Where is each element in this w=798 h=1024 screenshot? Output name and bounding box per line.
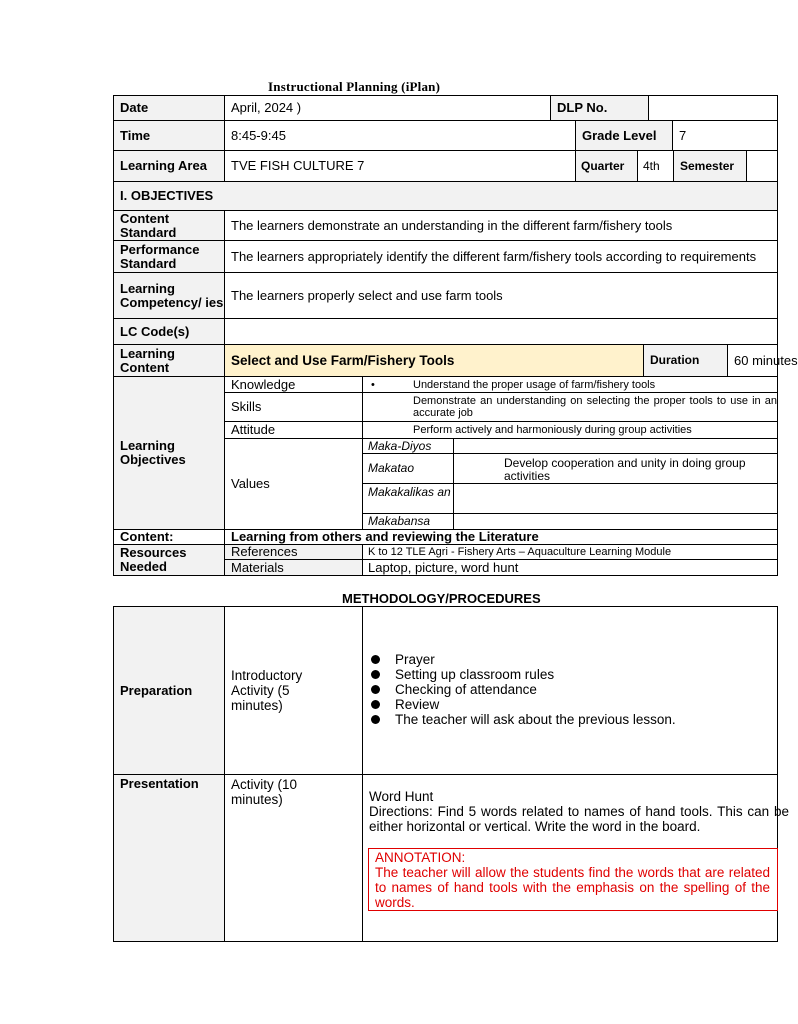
time-value: 8:45-9:45 <box>224 120 576 151</box>
intro-item-rules: Setting up classroom rules <box>369 667 777 682</box>
references-label: References <box>224 544 363 560</box>
duration-label: Duration <box>643 344 728 377</box>
document-title: Instructional Planning (iPlan) <box>268 79 441 94</box>
value-maka-diyos-text <box>453 438 778 454</box>
area-label: Learning Area <box>113 150 225 182</box>
learning-content-label: Learning Content <box>113 344 225 377</box>
performance-standard-text: The learners appropriately identify the different farm/fishery tools according to requirements <box>224 240 778 273</box>
intro-item-attendance: Checking of attendance <box>369 682 777 697</box>
quarter-label: Quarter <box>575 150 638 182</box>
attitude-label: Attitude <box>224 421 363 439</box>
value-maka-diyos: Maka-Diyos <box>362 438 454 454</box>
content-standard-label: Content Standard <box>113 210 225 241</box>
value-makabansa-text <box>453 513 778 530</box>
semester-label: Semester <box>673 150 747 182</box>
skills-label: Skills <box>224 392 363 422</box>
duration-value: 60 minutes <box>727 344 778 377</box>
content-standard-text: The learners demonstrate an understanding in the different farm/fishery tools <box>224 210 778 241</box>
semester-value <box>746 150 778 182</box>
preparation-label: Preparation <box>113 606 225 775</box>
date-label: Date <box>113 95 225 121</box>
time-label: Time <box>113 120 225 151</box>
dlp-label: DLP No. <box>550 95 649 121</box>
date-value: April, 2024 ) <box>224 95 551 121</box>
dlp-value <box>648 95 778 121</box>
lc-code-label: LC Code(s) <box>113 318 225 345</box>
intro-activity-list <box>369 652 777 727</box>
presentation-label: Presentation <box>113 774 225 942</box>
content-label: Content: <box>113 529 225 545</box>
competency-text: The learners properly select and use farm tools <box>224 272 778 319</box>
knowledge-label: Knowledge <box>224 376 363 393</box>
intro-activity-content <box>362 606 778 775</box>
skills-text: Demonstrate an understanding on selecting the proper tools to use in an accurate job <box>362 392 778 422</box>
quarter-value: 4th <box>637 150 674 182</box>
word-hunt-directions: Directions: Find 5 words related to names of hand tools. This can be either horizontal or vertical. Write the word in the board. <box>369 804 789 834</box>
intro-item-prayer: Prayer <box>369 652 777 667</box>
value-makakalikasan-text <box>453 483 778 514</box>
content-value: Learning from others and reviewing the Literature <box>224 529 778 545</box>
intro-activity-text: Introductory Activity (5 minutes) <box>231 668 303 713</box>
objectives-heading: I. OBJECTIVES <box>113 181 778 211</box>
area-value: TVE FISH CULTURE 7 <box>224 150 576 182</box>
activity-label <box>224 774 363 942</box>
value-makatao-text: Develop cooperation and unity in doing group activities <box>453 453 778 484</box>
word-hunt-title: Word Hunt <box>369 789 434 804</box>
value-makakalikasan: Makakalikas an <box>362 483 454 514</box>
grade-value: 7 <box>672 120 778 151</box>
annotation-text: The teacher will allow the students find the words that are related to names of hand tools with the emphasis on the spelling of the words. <box>375 865 770 910</box>
competency-label: Learning Competency/ ies <box>113 272 225 319</box>
materials-label: Materials <box>224 559 363 576</box>
knowledge-text <box>362 376 778 393</box>
materials-value: Laptop, picture, word hunt <box>362 559 778 576</box>
attitude-text: Perform actively and harmoniously during group activities <box>362 421 778 439</box>
learning-objectives-label: Learning Objectives <box>113 376 225 530</box>
knowledge-bullet: • Understand the proper usage of farm/fishery tools <box>363 379 655 391</box>
annotation-box <box>368 848 778 911</box>
learning-content-value: Select and Use Farm/Fishery Tools <box>224 344 644 377</box>
methodology-heading: METHODOLOGY/PROCEDURES <box>342 591 541 606</box>
value-makatao: Makatao <box>362 453 454 484</box>
annotation-title: ANNOTATION: <box>375 850 466 865</box>
intro-item-review: Review <box>369 697 777 712</box>
activity-text: Activity (10 minutes) <box>231 777 298 807</box>
references-value: K to 12 TLE Agri - Fishery Arts – Aquaculture Learning Module <box>362 544 778 560</box>
resources-label: Resources Needed <box>113 544 225 576</box>
lc-code-value <box>224 318 778 345</box>
intro-item-previous-lesson: The teacher will ask about the previous lesson. <box>369 712 777 727</box>
intro-activity-label <box>224 606 363 775</box>
grade-label: Grade Level <box>575 120 673 151</box>
performance-standard-label: Performance Standard <box>113 240 225 273</box>
value-makabansa: Makabansa <box>362 513 454 530</box>
values-label: Values <box>224 438 363 530</box>
